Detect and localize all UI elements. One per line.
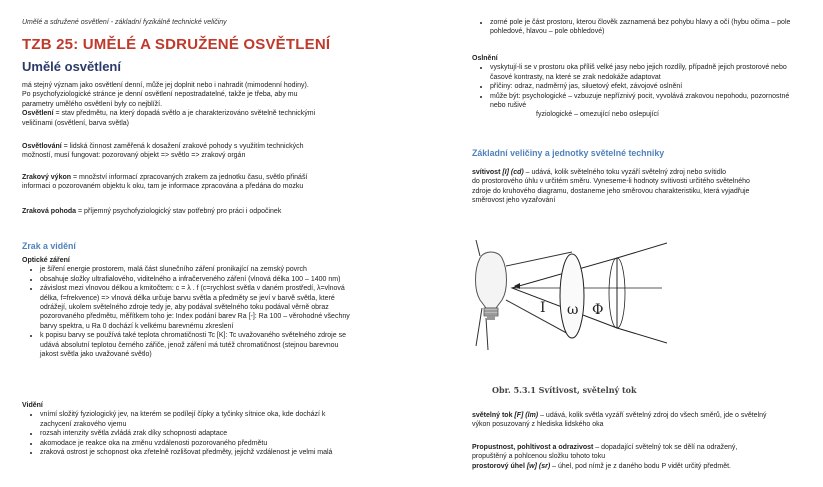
term-zrakovy-vykon: Zrakový výkon	[22, 174, 72, 181]
subheading-videni: Vidění	[22, 402, 43, 409]
osleni-extra-line: fyziologické – omezující nebo oslepující	[536, 111, 659, 119]
list-item: • k popisu barvy se používá také teplota chromatičnosti Tc [K]: Tc uvažovaného světelného zdroje se udává absolutní teplotou černého zářiče, jenož záření má tutéž chromatičnost (stejnou barevnou jakost světla jako uvažované světlo)	[40, 331, 357, 359]
section-osleni	[472, 54, 802, 120]
term-svitivost: svítivost	[472, 169, 501, 176]
definition-zrakovy-vykon: Zrakový výkon = množství informací zpracovaných zrakem za jednotku času, světlo přináší informaci o pozorovaném objektu k oku, tam je informace zpracována a předána do mozku	[22, 174, 308, 191]
term-svetelny-tok: světelný tok	[472, 412, 513, 419]
symbol-phi: Φ	[592, 302, 604, 318]
svitivost-figure	[472, 228, 667, 404]
definition-svetelny-tok: světelný tok [F] (lm) – udává, kolik světla vyzáří světelný zdroj do všech směrů, jde o světelný výkon posuzovaný z hlediska lidského oka	[472, 412, 767, 429]
intro-line: má stejný význam jako osvětlení denní, může jej doplnit nebo i nahradit (mimodenní hodiny).	[22, 82, 309, 89]
definition-svitivost: svítivost [I] (cd) – udává, kolik světelného toku vyzáří světelný zdroj nebo svítidlo do prostorového úhlu v určitém směru. Vyneseme-li hodnoty svítivosti určitého světelného zdroje do kruhového diagramu, dostaneme jeho směrovou charakteristiku, která vyjadřuje směrovost jeho vyzařování	[472, 169, 750, 205]
term-osvetlovani: Osvětlování	[22, 143, 62, 150]
list-item: • zraková ostrost je schopnost oka zřetelně rozlišovat předměty, jejichž vzdálenost je velmi malá	[40, 448, 342, 457]
list-item: • rozsah intenzity světla zvládá zrak díky schopnosti adaptace	[40, 429, 342, 438]
definition-propustnost: Propustnost, pohltivost a odrazivost – dopadající světelný tok se dělí na odražený, propuštěný a pohlcenou složku tohoto toku prostorový úhel [w] (sr) – úhel, pod nímž je z daného bodu P vidět určitý předmět.	[472, 444, 738, 470]
term-zrakova-pohoda: Zraková pohoda	[22, 208, 77, 215]
list-item: • akomodace je reakce oka na změnu vzdálenosti pozorovaného předmětu	[40, 439, 342, 448]
heading-zrak-a-videni: Zrak a vidění	[22, 241, 76, 251]
section-videni	[22, 401, 342, 457]
list-item: • obsahuje složky ultrafialového, viditelného a infračerveného záření (vlnová délka 100 – 1400 nm)	[40, 275, 357, 284]
running-header: Umělé a sdružené osvětlení - základní fyzikálně technické veličiny	[22, 19, 227, 26]
section-zorne-pole	[472, 18, 802, 37]
term-osvetleni: Osvětlení	[22, 110, 54, 118]
list-item: • zorné pole je část prostoru, kterou člověk zaznamená bez pohybu hlavy a očí (hybu očima – pole pohledové, hlavou – pole obhledové)	[490, 18, 802, 37]
intro-line: Po psychofyziologické stránce je denní osvětlení nepostradatelné, takže je třeba, aby mu	[22, 91, 298, 99]
list-item: • vyskytují-li se v prostoru oka příliš velké jasy nebo jejich rozdíly, případně jejich prostorové nebo časové kontrasty, na které se zrak nedokáže adaptovat	[490, 63, 802, 82]
osleni-list	[472, 63, 802, 110]
list-item: • může být: psychologické – vzbuzuje nepříznivý pocit, vyvolává zrakovou nepohodu, pozornostné nebo rušivé	[490, 92, 802, 111]
opticke-list	[22, 265, 357, 359]
intro-line: parametry umělého osvětlení byly co nejblíží.	[22, 100, 163, 108]
heading-zakladni-veliciny: Základní veličiny a jednotky světelné techniky	[472, 148, 665, 158]
list-item: • příčiny: odraz, nadměrný jas, siluetový efekt, závojové oslnění	[490, 82, 802, 91]
heading-umele-osvetleni: Umělé osvětlení	[22, 59, 121, 74]
definition-zrakova-pohoda: Zraková pohoda = příjemný psychofyziologický stav potřebný pro práci i odpočinek	[22, 208, 282, 215]
list-item: • vnímí složitý fyziologický jev, na kterém se podílejí čípky a tyčinky sítnice oka, kde dochází k zachycení zrakového vjemu	[40, 410, 342, 429]
document-title: TZB 25: UMĚLÉ A SDRUŽENÉ OSVĚTLENÍ	[22, 36, 331, 53]
subheading-opticke-zareni: Optické záření	[22, 257, 70, 264]
definition-osvetlovani: Osvětlování = lidská činnost zaměřená k dosažení zrakové pohody s využitím technických možností, musí fungovat: pozorovaný objekt => světlo => zrakový orgán	[22, 143, 304, 160]
term-prostorovy-uhel: prostorový úhel	[472, 462, 525, 470]
videni-list	[22, 410, 342, 457]
subheading-osleni: Oslnění	[472, 55, 498, 62]
intro-paragraph	[22, 81, 442, 128]
definition-line: veličinami (osvětlení, barva světla)	[22, 119, 129, 127]
list-item: • je šíření energie prostorem, malá část slunečního záření pronikající na zemský povrch	[40, 265, 357, 274]
symbol-omega: ω	[567, 302, 579, 318]
solid-angle-ellipse	[560, 254, 584, 338]
section-opticke-zareni	[22, 256, 357, 359]
term-propustnost: Propustnost, pohltivost a odrazivost	[472, 444, 594, 451]
list-item: • závislost mezi vlnovou délkou a kmitočtem: c = λ . f (c=rychlost světla v daném prostředí, λ=vlnová délka, f=frekvence) => vlnová délka určuje barvu světla a předměty se jeví v barvě světla, které odrážejí, ukolem světelného zdroje tedy je, aby podával světelného toku podával věrně obraz pozorovaného předmětu, měřítkem toho je: Index podání barev Ra [-]: Ra 100 – věrohodné všechny barvy spektra, u Ra 0 dochází k velkému barevnému zkreslení	[40, 284, 357, 331]
definition-osvetleni: Osvětlení = stav předmětu, na který dopadá světlo a je charakterizováno světelně technickými	[22, 110, 316, 118]
figure-caption: Obr. 5.3.1 Svítivost, světelný tok	[492, 385, 637, 395]
symbol-I: I	[540, 300, 546, 316]
